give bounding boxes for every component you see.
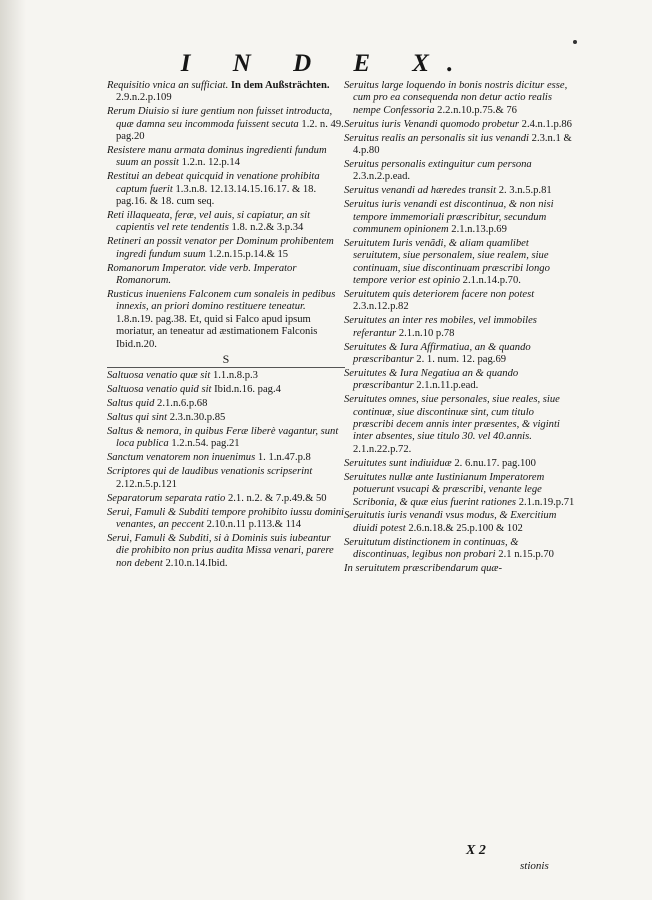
entry-text: Seruitutum distinctionem in continuas, & discontinuas, legibus non probari [344, 536, 519, 561]
entry-text: Seruitus venandi ad hæredes transit [344, 185, 497, 197]
catchword: stionis [520, 860, 549, 872]
index-entry [107, 106, 345, 143]
index-entry [344, 563, 577, 575]
entry-text: Seruitutes nullæ ante Iustinianum Imperatorem potuerunt vsucapi & præscribi, venante lege Scribonia, & quæ eius fuerint rationes [344, 471, 545, 508]
entry-text: Retineri an possit venator per Dominum prohibentem ingredi fundum suum [107, 236, 334, 260]
right-column [344, 80, 577, 577]
index-entry [107, 384, 345, 396]
entry-reference: 2.6.n.18.& 25.p.100 & 102 [408, 522, 523, 534]
index-entry [107, 426, 345, 451]
entry-reference: 2.10.n.14.Ibid. [165, 557, 228, 569]
entry-text: Scriptores qui de laudibus venationis scripserint [107, 466, 313, 478]
entry-text: Seruitus large loquendo in bonis nostris dicitur esse, cum pro ea consequenda non detur actio realis nempe Confessoria [344, 80, 568, 116]
entry-text: Rusticus inueniens Falconem cum sonaleis in pedibus innexis, an priori domino restituere teneatur. [107, 289, 336, 313]
entry-text: Resistere manu armata dominus ingredienti fundum suum an possit [107, 145, 327, 169]
entry-reference: 2. 3.n.5.p.81 [498, 185, 552, 197]
entry-reference: 2.1. n.2. & 7.p.49.& 50 [227, 492, 327, 504]
entry-text: Romanorum Imperator. vide verb. Imperator Romanorum. [107, 262, 297, 287]
index-entry [344, 133, 577, 158]
entry-text: Seruitutes & Iura Negatiua an & quando præscribantur [344, 367, 519, 392]
index-entry [344, 199, 577, 236]
index-entry [344, 119, 577, 131]
entry-text: Seruitutis iuris venandi vsus modus, & Exercitium diuidi potest [344, 510, 557, 534]
index-entry [344, 472, 577, 509]
entry-reference: 2.3.n.12.p.82 [353, 301, 409, 313]
index-entry [107, 466, 345, 491]
entry-text: Saltuosa venatio quid sit [107, 384, 212, 396]
signature-mark: X 2 [466, 843, 486, 858]
entry-text: Saltus quid [107, 398, 155, 410]
entry-reference: 1.2.n.54. pag.21 [171, 438, 240, 450]
index-entry [107, 145, 345, 170]
entry-text: Saltus qui sint [107, 412, 168, 424]
entry-text: Saltus & nemora, in quibus Feræ liberè vagantur, sunt loca publica [107, 426, 339, 450]
index-entry [344, 238, 577, 288]
index-entry [107, 210, 345, 235]
entry-reference: 2.12.n.5.p.121 [116, 478, 177, 490]
index-entry [107, 452, 345, 464]
index-entry [107, 80, 345, 105]
entry-reference: 2.3.n.1 & 4.p.80 [353, 132, 572, 157]
entry-reference: 2.1.n.11.p.ead. [416, 380, 479, 392]
entry-text: Seruitus iuris Venandi quomodo probetur [344, 118, 519, 130]
entry-text: Saltuosa venatio quæ sit [107, 370, 211, 382]
entry-reference: 2.3.n.30.p.85 [169, 412, 226, 424]
entry-reference: 2.1.n.10 p.78 [398, 327, 455, 339]
index-entry [107, 263, 345, 288]
entry-reference: 1.2. n. 49. pag.20 [116, 118, 344, 143]
entry-reference: 2. 6.nu.17. pag.100 [454, 457, 536, 469]
entry-text: Rerum Diuisio si iure gentium non fuisset introducta, quæ damna seu incommoda fuissent secuta [107, 106, 333, 130]
entry-text: Separatorum separata ratio [107, 492, 226, 504]
index-entry [344, 80, 577, 117]
entry-reference: 2. 1. num. 12. pag.69 [416, 354, 507, 366]
section-letter: S [222, 352, 230, 367]
entry-text: Seruitutes & Iura Affirmatiua, an & quando præscribantur [344, 341, 531, 366]
index-entry [344, 289, 577, 314]
entry-reference: 1.8. n.2.& 3.p.34 [231, 222, 304, 234]
entry-reference: 1.2.n.15.p.14.& 15 [208, 248, 289, 260]
entry-reference: 2.1.n.13.p.69 [451, 223, 507, 235]
entry-german-gloss: In dem Außsträchten. [230, 80, 330, 91]
entry-reference: 2.1.n.22.p.72. [353, 443, 412, 455]
index-entry [107, 171, 345, 208]
entry-text: Seruitus realis an personalis sit ius venandi [344, 132, 529, 144]
index-entry [107, 370, 345, 382]
index-entry [344, 510, 577, 535]
index-entry [107, 289, 345, 351]
page-spine-shadow [0, 0, 26, 900]
entry-text: Seruitutes sunt indiuiduæ [344, 457, 452, 469]
entry-text: Requisitio vnica an sufficiat. [107, 80, 229, 91]
entry-reference: 1.1.n.8.p.3 [212, 370, 258, 382]
index-entry [344, 159, 577, 184]
entry-text: Restitui an debeat quicquid in venatione prohibita captum fuerit [107, 171, 320, 195]
entry-reference: 1.3.n.8. 12.13.14.15.16.17. & 18. pag.16. & 18. cum seq. [116, 183, 317, 208]
index-entry [107, 398, 345, 410]
entry-reference: 2.9.n.2.p.109 [116, 92, 172, 104]
entry-text: Seruitutes omnes, siue personales, siue reales, siue continuæ, siue discontinuæ sint, cum titulo præscribi decem annis inter præsentes, & viginti inter absentes, siue titulo 30. vel 40.annis. [344, 394, 560, 443]
left-column [107, 80, 345, 572]
entry-text: Serui, Famuli & Subditi tempore prohibito iussu domini venantes, an peccent [107, 506, 344, 530]
index-entry [344, 368, 577, 393]
entry-text: Seruitus personalis extinguitur cum persona [344, 158, 532, 170]
entry-reference: 1.8.n.19. pag.38. Et, quid si Falco apud ipsum moriatur, an teneatur ad æstimationem Falconis Ibid.n.20. [116, 313, 318, 350]
entry-reference: 1. 1.n.47.p.8 [257, 452, 311, 464]
index-entry [344, 537, 577, 562]
index-entry [344, 185, 577, 197]
entry-text: Seruitutem quis deteriorem facere non potest [344, 289, 535, 300]
entry-reference: 2.4.n.1.p.86 [521, 118, 572, 130]
index-entry [344, 394, 577, 456]
index-entry [107, 493, 345, 505]
entry-text: In seruitutem præscribendarum quæ- [344, 563, 503, 575]
index-entry [344, 458, 577, 470]
entry-text: Seruitus iuris venandi est discontinua, & non nisi tempore immemoriali præscribitur, secundum communem opinionem [344, 199, 554, 235]
entry-reference: 2.1.n.6.p.68 [157, 398, 208, 410]
index-entry [344, 342, 577, 367]
index-entry [107, 412, 345, 424]
entry-reference: 2.3.n.2.p.ead. [353, 171, 411, 183]
ink-mark [573, 40, 577, 44]
index-entry [107, 236, 345, 261]
entry-text: Serui, Famuli & Subditi, si à Dominis suis iubeantur die prohibito non prius audita Missa venari, parere non debent [107, 532, 334, 569]
entry-text: Sanctum venatorem non inuenimus [107, 452, 256, 464]
entry-text: Seruitutem Iuris venãdi, & aliam quamlibet seruitutem, siue personalem, siue realem, siue continuam, siue discontinuam præscribi longo tempore verior est opinio [344, 237, 550, 287]
entry-reference: 2.1.n.14.p.70. [462, 275, 521, 287]
index-entry [107, 507, 345, 532]
index-entry [344, 315, 577, 340]
entry-reference: 1.2.n. 12.p.14 [181, 157, 240, 169]
entry-text: Seruitutes an inter res mobiles, vel immobiles referantur [344, 315, 537, 339]
entry-text: Reti illaqueata, feræ, vel auis, si capiatur, an sit capientis vel rete tendentis [107, 210, 311, 234]
entry-reference: 2.1.n.19.p.71 [518, 496, 575, 508]
page-header: I N D E X. [180, 50, 472, 77]
entry-reference: 2.1 n.15.p.70 [498, 549, 554, 561]
entry-reference: 2.2.n.10.p.75.& 76 [437, 104, 517, 116]
section-divider [107, 367, 345, 368]
entry-reference: 2.10.n.11 p.113.& 114 [206, 518, 302, 530]
entry-reference: Ibid.n.16. pag.4 [214, 384, 281, 396]
index-entry [107, 533, 345, 570]
